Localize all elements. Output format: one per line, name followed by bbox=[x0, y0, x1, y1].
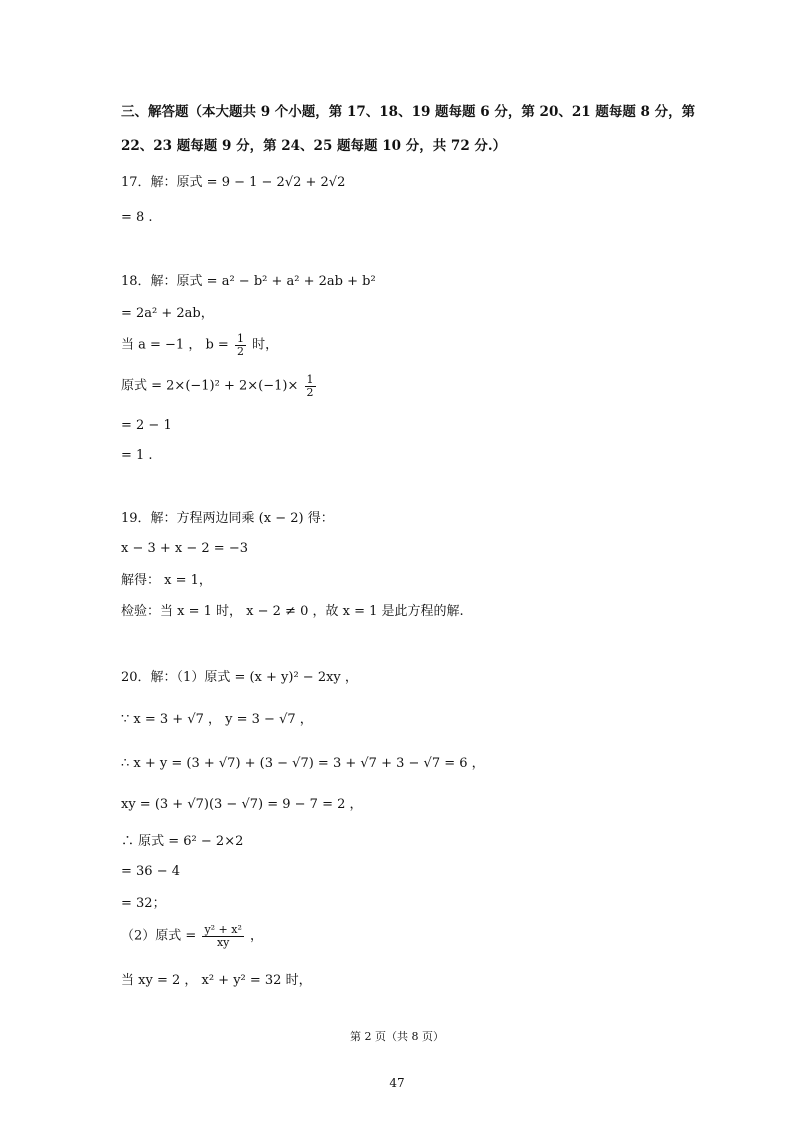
q18-line-3 bbox=[121, 333, 278, 357]
q20-line-3: ∴ x + y = (3 + √7) + (3 − √7) = 3 + √7 + 3 − √7 = 6 ， bbox=[121, 756, 485, 771]
q18-line-4-denominator: 2 bbox=[306, 385, 314, 399]
q20-fraction-denominator: xy bbox=[216, 935, 230, 949]
q20-line-6: = 36 − 4 bbox=[121, 864, 180, 879]
q20-line-8 bbox=[121, 924, 263, 948]
section-heading-line-2: 22、23 题每题 9 分，第 24、25 题每题 10 分，共 72 分.） bbox=[121, 138, 507, 154]
q19-line-1: 19．解：方程两边同乘 (x − 2) 得： bbox=[121, 511, 334, 526]
q20-line-8-pre: （2）原式 = bbox=[121, 928, 197, 944]
q18-line-4-pre: 原式 = 2×(−1)² + 2×(−1)× bbox=[121, 378, 299, 394]
q20-line-2: ∵ x = 3 + √7 ， y = 3 − √7 ， bbox=[121, 712, 313, 727]
q18-line-3-post: 时， bbox=[252, 337, 279, 353]
q18-line-6: = 1 . bbox=[121, 448, 153, 463]
q18-line-3-pre: 当 a = −1 ， b = bbox=[121, 337, 229, 353]
q17-line-2: = 8 . bbox=[121, 210, 153, 225]
q20-line-9: 当 xy = 2 ， x² + y² = 32 时， bbox=[121, 973, 312, 988]
q20-line-1: 20．解：（1）原式 = (x + y)² − 2xy ， bbox=[121, 670, 358, 685]
q20-line-7: = 32； bbox=[121, 896, 166, 911]
section-heading-line-1: 三、解答题（本大题共 9 个小题，第 17、18、19 题每题 6 分，第 20、21 题每题 8 分，第 bbox=[121, 104, 696, 120]
q19-line-3: 解得： x = 1， bbox=[121, 573, 212, 588]
q18-line-4 bbox=[121, 374, 318, 398]
q18-fraction bbox=[235, 333, 246, 357]
page-number: 47 bbox=[389, 1076, 405, 1090]
q18-line-2: = 2a² + 2ab， bbox=[121, 306, 214, 321]
q20-fraction-numerator: y² + x² bbox=[204, 923, 242, 936]
q18-line-4-fraction bbox=[305, 374, 316, 398]
page-info-footer: 第 2 页（共 8 页） bbox=[350, 1030, 444, 1043]
q19-line-2: x − 3 + x − 2 = −3 bbox=[121, 541, 248, 556]
q17-line-1: 17．解：原式 = 9 − 1 − 2√2 + 2√2 bbox=[121, 175, 346, 190]
q19-line-4: 检验：当 x = 1 时， x − 2 ≠ 0 ，故 x = 1 是此方程的解. bbox=[121, 604, 464, 619]
q20-line-8-post: ， bbox=[250, 928, 264, 944]
q18-line-5: = 2 − 1 bbox=[121, 418, 172, 433]
q20-fraction bbox=[202, 924, 243, 948]
q18-line-1: 18．解：原式 = a² − b² + a² + 2ab + b² bbox=[121, 274, 376, 289]
q20-line-5: ∴ 原式 = 6² − 2×2 bbox=[121, 834, 244, 849]
q18-fraction-numerator: 1 bbox=[236, 332, 244, 345]
q18-line-4-numerator: 1 bbox=[306, 373, 314, 386]
q20-line-4: xy = (3 + √7)(3 − √7) = 9 − 7 = 2 ， bbox=[121, 797, 363, 812]
q18-fraction-denominator: 2 bbox=[236, 344, 244, 358]
